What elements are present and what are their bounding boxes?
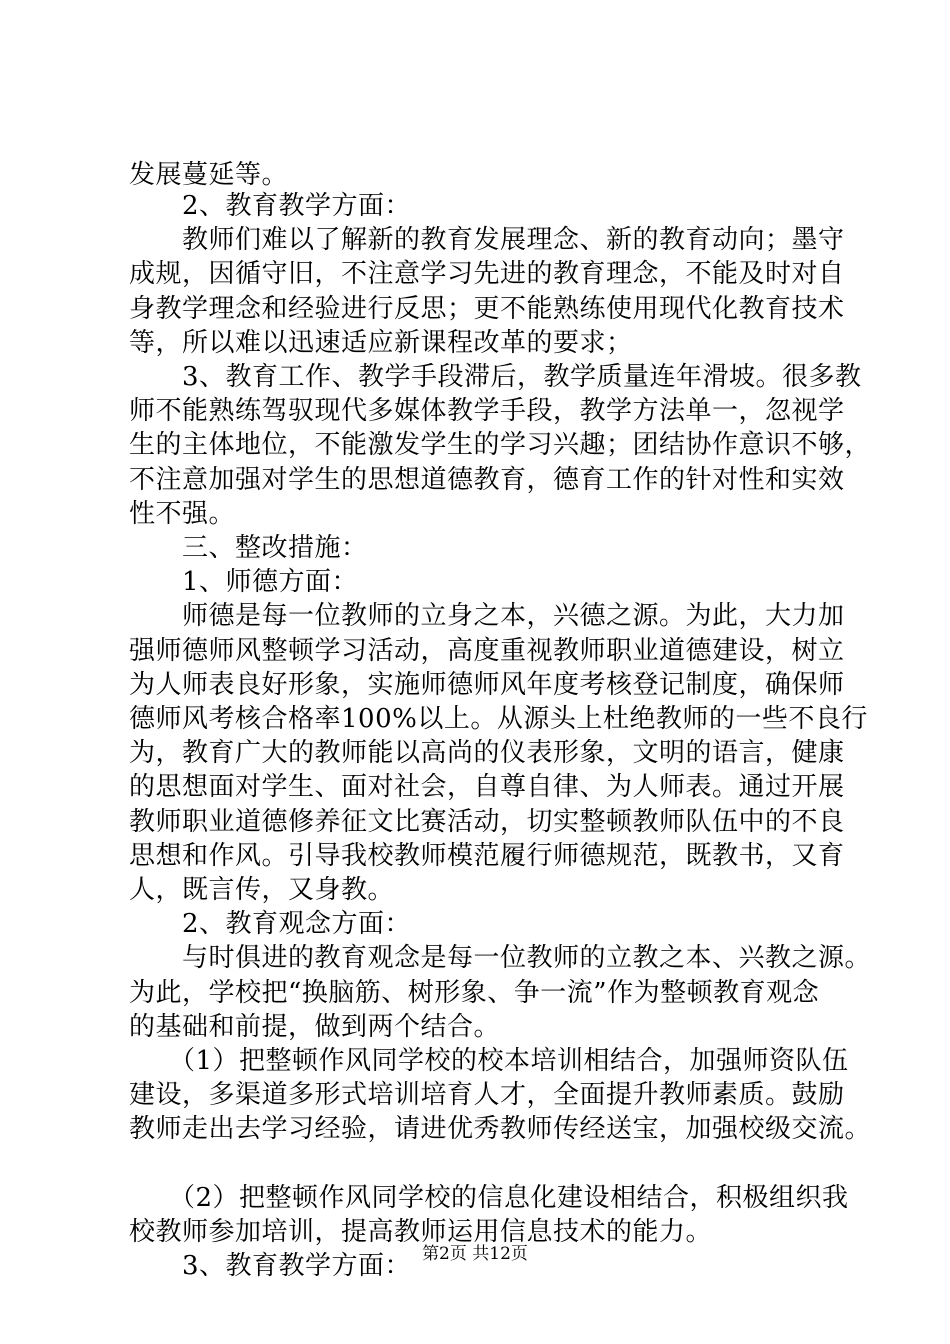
text-line: 三、整改措施： — [129, 533, 368, 563]
text-line: 生的主体地位，不能激发学生的学习兴趣；团结协作意识不够， — [129, 430, 872, 460]
text-line: 不注意加强对学生的思想道德教育，德育工作的针对性和实效 — [129, 465, 845, 495]
text-line: 的思想面对学生、面对社会，自尊自律、为人师表。通过开展 — [129, 772, 845, 802]
text-line: 性不强。 — [129, 499, 236, 529]
text-line: 为人师表良好形象，实施师德师风年度考核登记制度，确保师 — [129, 670, 845, 700]
text-line: （1）把整顿作风同学校的校本培训相结合，加强师资队伍 — [129, 1046, 849, 1076]
text-line: 师德是每一位教师的立身之本，兴德之源。为此，大力加 — [129, 601, 845, 631]
text-line: 2、教育教学方面： — [129, 191, 412, 221]
text-line: 3、教育教学方面： — [129, 1251, 412, 1281]
text-line: 校教师参加培训，提高教师运用信息技术的能力。 — [129, 1217, 713, 1247]
text-line: 教师们难以了解新的教育发展理念、新的教育动向；墨守 — [129, 225, 845, 255]
text-line: 德师风考核合格率100%以上。从源头上杜绝教师的一些不良行 — [129, 704, 868, 734]
text-line: 为，教育广大的教师能以高尚的仪表形象，文明的语言，健康 — [129, 738, 845, 768]
text-line: 教师走出去学习经验，请进优秀教师传经送宝，加强校级交流。 — [129, 1114, 872, 1144]
text-line: 3、教育工作、教学手段滞后，教学质量连年滑坡。很多教 — [129, 362, 862, 392]
text-line: 等，所以难以迅速适应新课程改革的要求； — [129, 328, 633, 358]
text-line: 的基础和前提，做到两个结合。 — [129, 1012, 501, 1042]
page-footer: 第2页 共12页 — [422, 1244, 528, 1264]
text-line: 人，既言传，又身教。 — [129, 875, 395, 905]
text-line: 强师德师风整顿学习活动，高度重视教师职业道德建设，树立 — [129, 636, 845, 666]
text-line: 发展蔓延等。 — [129, 160, 289, 190]
text-line: 师不能熟练驾驭现代多媒体教学手段，教学方法单一，忽视学 — [129, 396, 845, 426]
text-line: 身教学理念和经验进行反思；更不能熟练使用现代化教育技术 — [129, 294, 845, 324]
text-line: 与时俱进的教育观念是每一位教师的立教之本、兴教之源。 — [129, 943, 872, 973]
text-line: 为此，学校把“换脑筋、树形象、争一流”作为整顿教育观念 — [129, 978, 820, 1008]
text-line: 思想和作风。引导我校教师模范履行师德规范，既教书，又育 — [129, 841, 845, 871]
text-line: 建设，多渠道多形式培训培育人才，全面提升教师素质。鼓励 — [129, 1080, 845, 1110]
text-line: 教师职业道德修养征文比赛活动，切实整顿教师队伍中的不良 — [129, 807, 845, 837]
text-line: 2、教育观念方面： — [129, 909, 412, 939]
text-line: 1、师德方面： — [129, 567, 359, 597]
text-line: （2）把整顿作风同学校的信息化建设相结合，积极组织我 — [129, 1183, 849, 1213]
text-line: 成规，因循守旧，不注意学习先进的教育理念，不能及时对自 — [129, 259, 845, 289]
